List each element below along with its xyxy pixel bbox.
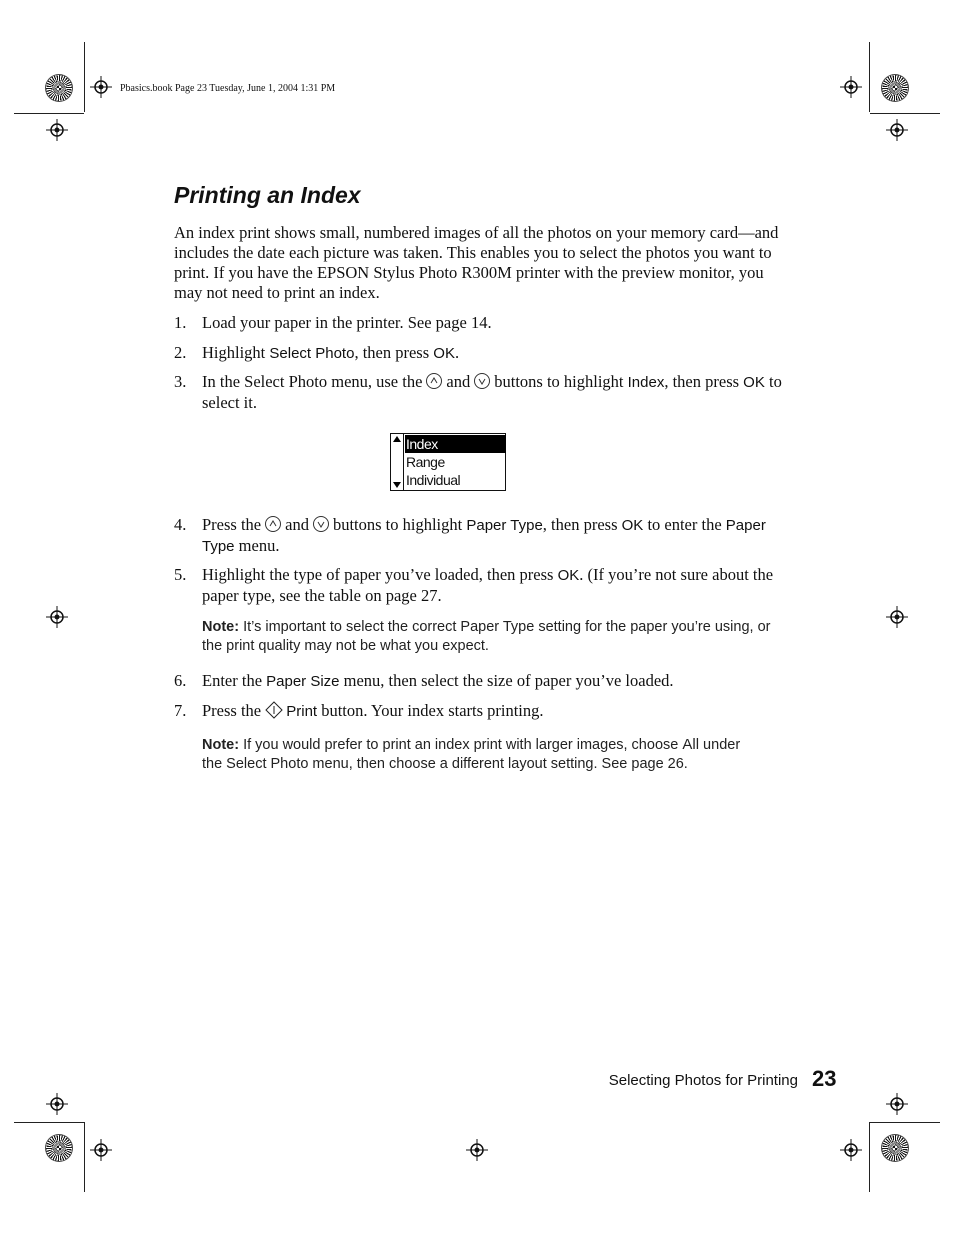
- step-text: In the Select Photo menu, use the and buttons to highlight Index, then press OK to select it.: [202, 372, 782, 412]
- registration-mark-icon: [886, 1093, 908, 1115]
- down-arrow-button-icon: [313, 516, 329, 532]
- registration-mark-icon: [840, 1139, 862, 1161]
- footer-section-title: Selecting Photos for Printing: [608, 1072, 798, 1089]
- up-arrow-button-icon: [426, 373, 442, 389]
- scrollbar-icon: [391, 434, 404, 490]
- ui-label: OK: [743, 374, 765, 391]
- step-7: [174, 701, 794, 722]
- ui-label: Print: [286, 703, 318, 720]
- up-arrow-button-icon: [265, 516, 281, 532]
- registration-mark-icon: [886, 606, 908, 628]
- step-number: 6.: [174, 671, 187, 690]
- step-5: [174, 565, 794, 606]
- step-text: Enter the Paper Size menu, then select the size of paper you’ve loaded.: [202, 671, 674, 690]
- registration-mark-icon: [46, 606, 68, 628]
- registration-mark-icon: [46, 119, 68, 141]
- ui-label: OK: [557, 567, 580, 584]
- registration-mark-icon: [466, 1139, 488, 1161]
- step-text: Highlight Select Photo, then press OK.: [202, 343, 460, 362]
- lcd-menu-item-individual: Individual: [406, 472, 461, 488]
- lcd-menu-item-index: Index: [405, 435, 506, 453]
- color-bar-icon: [46, 1135, 72, 1161]
- step-number: 4.: [174, 515, 187, 534]
- ui-label: OK: [433, 345, 455, 362]
- print-button-icon: [265, 701, 283, 719]
- step-4: [174, 515, 794, 557]
- step-3: [174, 372, 794, 413]
- lcd-menu-item-range: Range: [406, 454, 445, 470]
- registration-mark-icon: [90, 76, 112, 98]
- lcd-menu-illustration: [390, 433, 506, 491]
- note-index-layout: Note: If you would prefer to print an index print with larger images, choose All under the Select Photo menu, then choose a different layout setting. See page 26.: [202, 736, 741, 772]
- note-paper-type: Note: It’s important to select the correct Paper Type setting for the paper you’re using, or the print quality may not be what you expect.: [202, 619, 771, 654]
- ui-label: Index: [627, 374, 665, 391]
- registration-mark-icon: [886, 119, 908, 141]
- ui-label: Paper Size: [266, 673, 340, 690]
- step-text: Load your paper in the printer. See page 14.: [202, 313, 492, 332]
- step-text: Press the and buttons to highlight Paper Type, then press OK to enter the Paper Type menu.: [202, 515, 766, 555]
- ui-label: All: [682, 736, 700, 753]
- step-2: [174, 343, 794, 364]
- intro-paragraph: An index print shows small, numbered images of all the photos on your memory card—and includes the date each picture was taken. This enables you to select the photos you want to print. If you have the EPSON Stylus Photo R300M printer with the preview monitor, you may not need to print an index.: [174, 223, 779, 302]
- color-bar-icon: [882, 1135, 908, 1161]
- page-number: 23: [812, 1066, 837, 1091]
- registration-mark-icon: [90, 1139, 112, 1161]
- registration-mark-icon: [46, 1093, 68, 1115]
- step-1: [174, 313, 794, 333]
- step-text: Press the Print button. Your index starts printing.: [202, 701, 544, 720]
- step-number: 3.: [174, 372, 187, 391]
- ui-label: Paper Type: [466, 517, 543, 534]
- step-number: 1.: [174, 313, 187, 332]
- color-bar-icon: [882, 75, 908, 101]
- down-arrow-button-icon: [474, 373, 490, 389]
- ui-label: Paper Type: [202, 517, 766, 555]
- note-label: Note:: [202, 619, 240, 635]
- registration-mark-icon: [840, 76, 862, 98]
- step-number: 5.: [174, 565, 187, 584]
- ui-label: OK: [621, 517, 644, 534]
- slug-line: Pbasics.book Page 23 Tuesday, June 1, 2004 1:31 PM: [120, 83, 336, 94]
- color-bar-icon: [46, 75, 72, 101]
- page-title: Printing an Index: [174, 182, 361, 208]
- step-text: Highlight the type of paper you’ve loaded, then press OK. (If you’re not sure about the paper type, see the table on page 27.: [202, 565, 774, 605]
- step-6: [174, 671, 794, 692]
- step-number: 7.: [174, 701, 187, 720]
- step-number: 2.: [174, 343, 187, 362]
- note-label: Note:: [202, 737, 240, 753]
- ui-label: Select Photo: [269, 345, 355, 362]
